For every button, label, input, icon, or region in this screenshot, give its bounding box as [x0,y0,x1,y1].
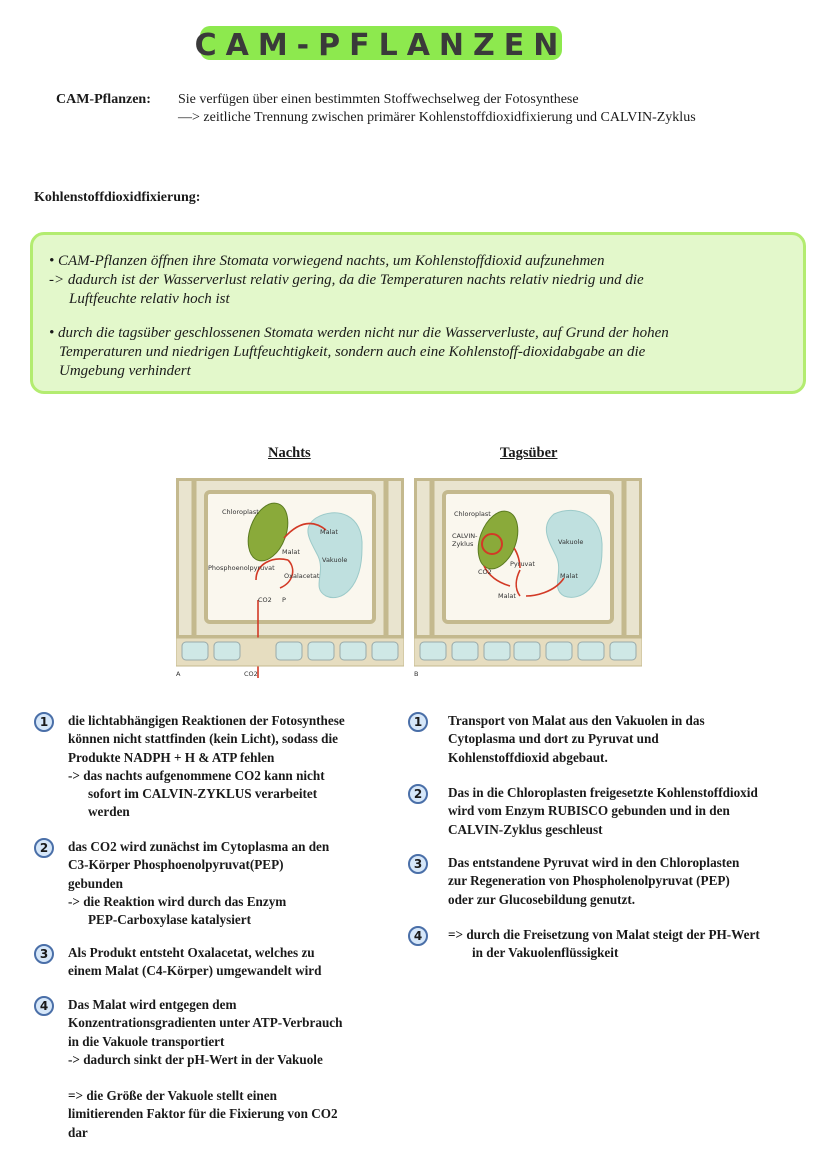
page-title [0,10,828,70]
box-line: -> dadurch ist der Wasserverlust relativ gering, da die Temperaturen nachts relativ niedrig und die [49,272,644,288]
box-line: • durch die tagsüber geschlossenen Stomata werden nicht nur die Wasserverluste, auf Grund der hohen [49,325,669,341]
heading-nachts: Nachts [268,445,311,461]
step-badge: 2 [34,838,54,858]
list-item: Das in die Chloroplasten freigesetzte Kohlenstoffdioxid wird vom Enzym RUBISCO gebunden und in den CALVIN-Zyklus geschleust [448,785,758,837]
step-badge: 1 [34,712,54,732]
definition-label: CAM-Pflanzen: [56,92,151,107]
box-line: Umgebung verhindert [59,363,191,379]
label-panel: A [176,670,181,678]
step-badge: 1 [408,712,428,732]
label-chloroplast: Chloroplast [222,508,259,516]
heading-tagsueber: Tagsüber [500,445,558,461]
step-badge: 4 [34,996,54,1016]
label-pep: Phosphoenolpyruvat [208,564,275,572]
label-co2-out: CO2 [244,670,258,678]
list-item: das CO2 wird zunächst im Cytoplasma an den C3-Körper Phosphoenolpyruvat(PEP) gebunden -> die Reaktion wird durch das Enzym PEP-Carboxylase katalysiert [68,839,330,928]
label-co2: CO2 [258,596,272,604]
label-panel: B [414,670,419,678]
box-line: Temperaturen und niedrigen Luftfeuchtigkeit, sondern auch eine Kohlenstoff-dioxidabgabe an die [59,344,646,360]
label-pyruvat: Pyruvat [510,560,535,568]
title-text: CAM-PFLANZEN [194,28,568,63]
label-vakuole: Vakuole [322,556,348,564]
label-malat: Malat [320,528,338,536]
label-calvin-2: Zyklus [452,540,474,548]
label-p: P [282,596,286,604]
label-co2: CO2 [478,568,492,576]
label-malat: Malat [560,572,578,580]
list-item: Das Malat wird entgegen dem Konzentrationsgradienten unter ATP-Verbrauch in die Vakuole transportiert -> dadurch sinkt der pH-Wert in der Vakuole => die Größe der Vakuole stellt einen limitierenden Faktor für die Fixierung von CO2 dar [68,997,343,1140]
step-badge: 3 [34,944,54,964]
list-item: Das entstandene Pyruvat wird in den Chloroplasten zur Regeneration von Phospholenolpyruvat (PEP) oder zur Glucosebildung genutzt. [448,855,740,907]
list-item: Als Produkt entsteht Oxalacetat, welches zu einem Malat (C4-Körper) umgewandelt wird [68,945,322,979]
step-badge: 2 [408,784,428,804]
list-item: die lichtabhängigen Reaktionen der Fotosynthese können nicht stattfinden (kein Licht), sodass die Produkte NADPH + H & ATP fehlen -> das nachts aufgenommene CO2 kann nicht sofort im CALVIN-ZYKLUS verarbeitet werden [68,713,345,820]
diagram-night [176,478,404,680]
section-heading: Kohlenstoffdioxidfixierung: [34,190,201,205]
box-line: Luftfeuchte relativ hoch ist [69,291,230,307]
box-line: • CAM-Pflanzen öffnen ihre Stomata vorwiegend nachts, um Kohlenstoffdioxid aufzunehmen [49,253,605,269]
list-item: Transport von Malat aus den Vakuolen in das Cytoplasma und dort zu Pyruvat und Kohlenstoffdioxid abgebaut. [448,713,705,765]
diagram-day [414,478,642,680]
label-oxalacetat: Oxalacetat [284,572,320,580]
label-malat-2: Malat [282,548,300,556]
list-item: => durch die Freisetzung von Malat steigt der PH-Wert in der Vakuolenflüssigkeit [448,927,760,961]
label-malat-2: Malat [498,592,516,600]
step-badge: 3 [408,854,428,874]
label-calvin: CALVIN- [452,532,478,540]
step-badge: 4 [408,926,428,946]
definition-line: Sie verfügen über einen bestimmten Stoffwechselweg der Fotosynthese [178,92,579,107]
definition-line: —> zeitliche Trennung zwischen primärer Kohlenstoffdioxidfixierung und CALVIN-Zyklus [178,110,696,125]
highlight-box [30,232,806,394]
label-chloroplast: Chloroplast [454,510,491,518]
label-vakuole: Vakuole [558,538,584,546]
